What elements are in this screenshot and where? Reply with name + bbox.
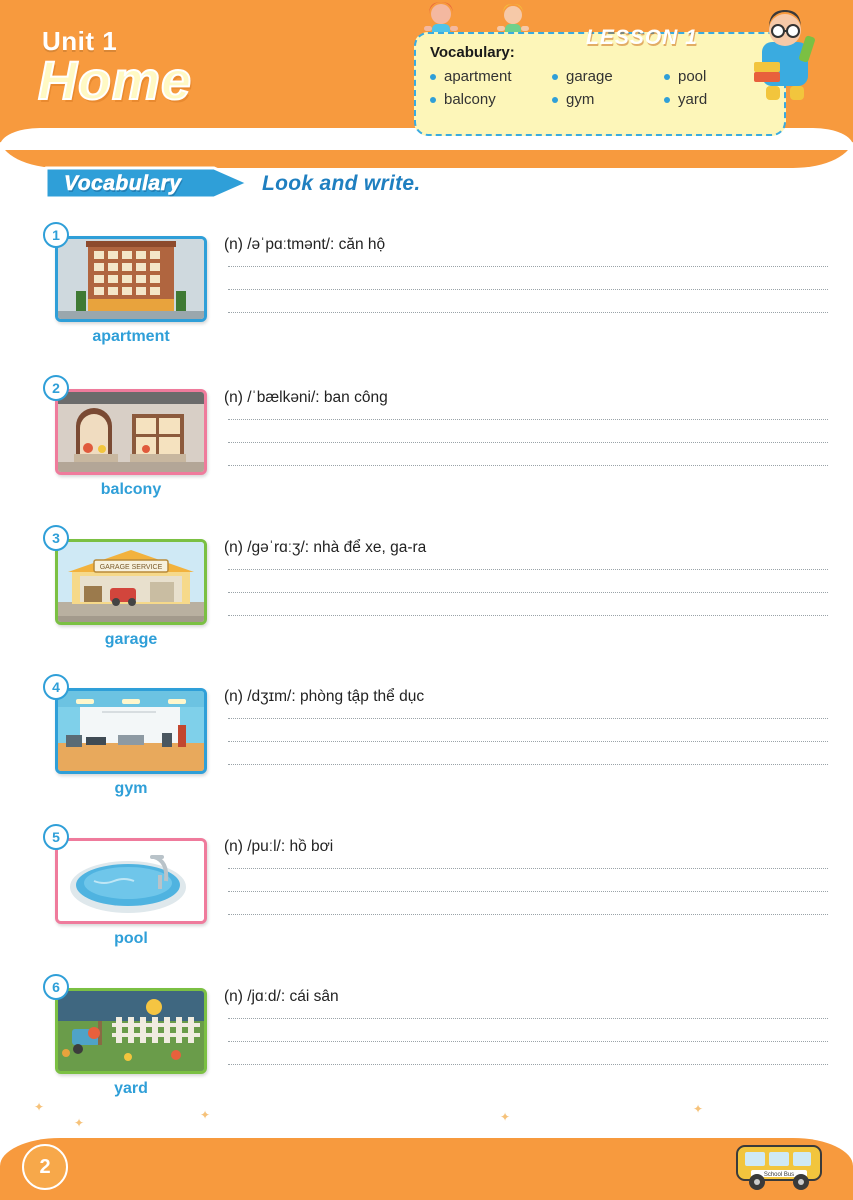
item-definition: (n) /ˈbælkəni/: ban công bbox=[224, 389, 388, 406]
kid-with-books-icon bbox=[742, 6, 830, 102]
writing-line[interactable] bbox=[228, 289, 828, 290]
item-number-badge: 6 bbox=[43, 974, 69, 1000]
bullet-icon bbox=[552, 97, 558, 103]
writing-line[interactable] bbox=[228, 592, 828, 593]
writing-lines[interactable] bbox=[228, 419, 828, 488]
vocab-entry-row bbox=[0, 824, 853, 974]
vocab-entry-row bbox=[0, 974, 853, 1124]
writing-lines[interactable] bbox=[228, 569, 828, 638]
item-word-caption: pool bbox=[114, 930, 148, 947]
item-word-caption: apartment bbox=[92, 328, 170, 345]
unit-label: Unit 1 bbox=[42, 26, 118, 56]
vocabulary-word-label: pool bbox=[678, 68, 707, 85]
item-definition: (n) /jɑːd/: cái sân bbox=[224, 988, 339, 1005]
footer-band bbox=[0, 1138, 853, 1200]
writing-lines[interactable] bbox=[228, 868, 828, 937]
item-definition: (n) /puːl/: hồ bơi bbox=[224, 838, 334, 855]
item-definition: (n) /gəˈrɑːʒ/: nhà để xe, ga-ra bbox=[224, 539, 427, 556]
bullet-icon bbox=[664, 74, 670, 80]
svg-text:School Bus: School Bus bbox=[763, 1172, 795, 1178]
writing-line[interactable] bbox=[228, 615, 828, 616]
vocabulary-word-label: yard bbox=[678, 91, 708, 108]
writing-line[interactable] bbox=[228, 442, 828, 443]
item-word-caption: yard bbox=[114, 1080, 148, 1097]
section-banner-label: Vocabulary bbox=[64, 172, 182, 195]
vocabulary-word-label: gym bbox=[566, 91, 595, 108]
vocab-entry-row bbox=[0, 674, 853, 824]
writing-line[interactable] bbox=[228, 569, 828, 570]
svg-text:GARAGE SERVICE: GARAGE SERVICE bbox=[99, 564, 163, 571]
bullet-icon bbox=[430, 97, 436, 103]
yard-illustration bbox=[55, 988, 207, 1074]
writing-line[interactable] bbox=[228, 465, 828, 466]
writing-line[interactable] bbox=[228, 868, 828, 869]
writing-line[interactable] bbox=[228, 1041, 828, 1042]
item-number-badge: 1 bbox=[43, 222, 69, 248]
swimming-pool-illustration bbox=[55, 838, 207, 924]
vocabulary-word bbox=[430, 68, 552, 85]
writing-line[interactable] bbox=[228, 266, 828, 267]
writing-line[interactable] bbox=[228, 312, 828, 313]
bullet-icon bbox=[664, 97, 670, 103]
item-definition: (n) /dʒɪm/: phòng tập thể dục bbox=[224, 688, 425, 705]
apartment-building-photo bbox=[55, 236, 207, 322]
writing-line[interactable] bbox=[228, 764, 828, 765]
vocab-entry-row bbox=[0, 375, 853, 525]
sparkle-icon: ✦ bbox=[34, 1100, 45, 1114]
writing-line[interactable] bbox=[228, 1064, 828, 1065]
item-word-caption: balcony bbox=[100, 481, 162, 498]
writing-line[interactable] bbox=[228, 718, 828, 719]
writing-line[interactable] bbox=[228, 419, 828, 420]
writing-line[interactable] bbox=[228, 1018, 828, 1019]
writing-lines[interactable] bbox=[228, 718, 828, 787]
vocabulary-word bbox=[430, 91, 552, 108]
sparkle-icon: ✦ bbox=[200, 1108, 211, 1122]
sparkle-icon: ✦ bbox=[692, 1102, 703, 1116]
vocabulary-word-label: apartment bbox=[444, 68, 512, 85]
sparkle-icon: ✦ bbox=[500, 1110, 511, 1124]
item-definition: (n) /əˈpɑːtmənt/: căn hộ bbox=[224, 236, 386, 253]
item-word-caption: gym bbox=[114, 780, 148, 797]
vocabulary-word-list bbox=[430, 68, 770, 108]
vocabulary-callout-title: Vocabulary: bbox=[430, 44, 515, 61]
writing-lines[interactable] bbox=[228, 1018, 828, 1087]
instruction-text: Look and write. bbox=[262, 172, 421, 195]
lesson-label: LESSON 1 bbox=[586, 26, 698, 49]
writing-line[interactable] bbox=[228, 741, 828, 742]
bullet-icon bbox=[552, 74, 558, 80]
bullet-icon bbox=[430, 74, 436, 80]
school-bus-icon bbox=[731, 1138, 827, 1194]
page-number-badge: 2 bbox=[22, 1144, 68, 1190]
page-title: Home bbox=[38, 51, 193, 111]
vocabulary-word-label: garage bbox=[566, 68, 613, 85]
vocab-entry-row bbox=[0, 525, 853, 675]
vocabulary-word bbox=[552, 91, 664, 108]
writing-line[interactable] bbox=[228, 891, 828, 892]
writing-line[interactable] bbox=[228, 914, 828, 915]
balcony-photo bbox=[55, 389, 207, 475]
item-number-badge: 3 bbox=[43, 525, 69, 551]
item-number-badge: 4 bbox=[43, 674, 69, 700]
vocab-entry-row bbox=[0, 222, 853, 372]
garage-illustration bbox=[55, 539, 207, 625]
item-number-badge: 2 bbox=[43, 375, 69, 401]
writing-lines[interactable] bbox=[228, 266, 828, 335]
item-word-caption: garage bbox=[104, 631, 158, 648]
vocabulary-word bbox=[552, 68, 664, 85]
sparkle-icon: ✦ bbox=[74, 1116, 85, 1130]
gym-illustration bbox=[55, 688, 207, 774]
vocabulary-word-label: balcony bbox=[444, 91, 496, 108]
item-number-badge: 5 bbox=[43, 824, 69, 850]
